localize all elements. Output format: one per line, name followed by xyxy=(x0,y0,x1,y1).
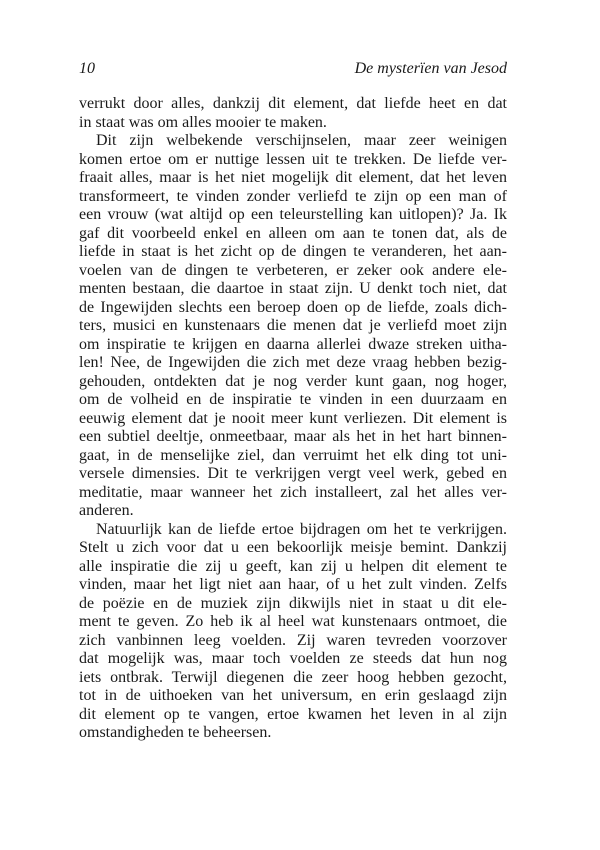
running-header xyxy=(79,59,507,79)
text-line: vinden, maar het ligt niet aan haar, of u het zult vinden. Zelfs xyxy=(79,576,507,593)
text-line: ters, musici en kunstenaars die menen dat je verliefd moet zijn xyxy=(79,317,507,334)
text-line: len! Nee, de Ingewijden die zich met deze vraag hebben bezig- xyxy=(79,354,507,371)
text-line: een subtiel deeltje, onmeetbaar, maar als het in het hart binnen- xyxy=(79,428,507,445)
text-line: Dit zijn welbekende verschijnselen, maar zeer weinigen xyxy=(96,132,507,149)
text-line: transformeert, te vinden zonder verliefd te zijn op een man of xyxy=(79,187,507,205)
book-title: De mysterïen van Jesod xyxy=(354,60,507,77)
text-line: liefde in staat is het zicht op de dingen te veranderen, het aan- xyxy=(79,243,507,260)
text-line: versele dimensies. Dit te verkrijgen vergt veel werk, gebed en xyxy=(79,465,507,482)
paragraph xyxy=(79,132,507,521)
page-number: 10 xyxy=(79,60,95,77)
text-line: alle inspiratie die zij u geeft, kan zij u helpen dit element te xyxy=(79,557,507,575)
text-line: om de volheid en de inspiratie te vinden in een duurzaam en xyxy=(79,391,507,408)
text-line: anderen. xyxy=(79,502,134,519)
text-line: gaat, in de menselijke ziel, dan verruimt het elk ding tot uni- xyxy=(79,446,507,464)
text-line: komen ertoe om er nuttige lessen uit te trekken. De liefde ver- xyxy=(79,150,507,168)
text-line: iets ontbrak. Terwijl diegenen die zeer hoog hebben gezocht, xyxy=(79,668,507,686)
text-line: verrukt door alles, dankzij dit element, dat liefde heet en dat xyxy=(79,95,507,112)
text-line: eeuwig element dat je nooit meer kunt verliezen. Dit element is xyxy=(79,409,507,427)
text-line: in staat was om alles mooier te maken. xyxy=(79,113,327,131)
text-line: de Ingewijden slechts een beroep doen op de liefde, zoals dich- xyxy=(79,298,507,316)
text-line: ment te geven. Zo heb ik al heel wat kunstenaars ontmoet, die xyxy=(79,613,507,630)
text-line: Stelt u zich voor dat u een bekoorlijk meisje bemint. Dankzij xyxy=(79,539,507,556)
text-line: tot in de uithoeken van het universum, en erin geslaagd zijn xyxy=(79,687,507,704)
text-line: voelen van de dingen te verbeteren, er zeker ook andere ele- xyxy=(79,261,507,279)
text-line: fraait alles, maar is het niet mogelijk dit element, dat het leven xyxy=(79,169,507,186)
text-line: meditatie, maar wanneer het zich installeert, zal het alles ver- xyxy=(79,483,507,501)
text-column xyxy=(79,95,507,743)
paragraph xyxy=(79,521,507,743)
text-line: om inspiratie te krijgen en daarna allerlei dwaze streken uitha- xyxy=(79,335,507,353)
text-line: Natuurlijk kan de liefde ertoe bijdragen om het te verkrijgen. xyxy=(96,520,507,538)
paragraph xyxy=(79,95,507,132)
text-line: gehouden, ontdekten dat je nog verder kunt gaan, nog hoger, xyxy=(79,372,507,390)
text-line: de poëzie en de muziek zijn dikwijls niet in staat u dit ele- xyxy=(79,594,507,612)
text-line: menten bestaan, die daartoe in staat zijn. U denkt toch niet, dat xyxy=(79,280,507,297)
text-line: dat mogelijk was, maar toch voelden ze steeds dat hun nog xyxy=(79,650,507,667)
text-line: dit element op te vangen, ertoe kwamen het leven in al zijn xyxy=(79,705,507,723)
text-line: zich vanbinnen leeg voelden. Zij waren tevreden voorzover xyxy=(79,631,507,649)
text-line: een vrouw (wat altijd op een teleurstelling kan uitlopen)? Ja. Ik xyxy=(79,206,507,223)
text-line: gaf dit voorbeeld enkel en alleen om aan te tonen dat, als de xyxy=(79,224,507,242)
text-line: omstandigheden te beheersen. xyxy=(79,724,272,741)
